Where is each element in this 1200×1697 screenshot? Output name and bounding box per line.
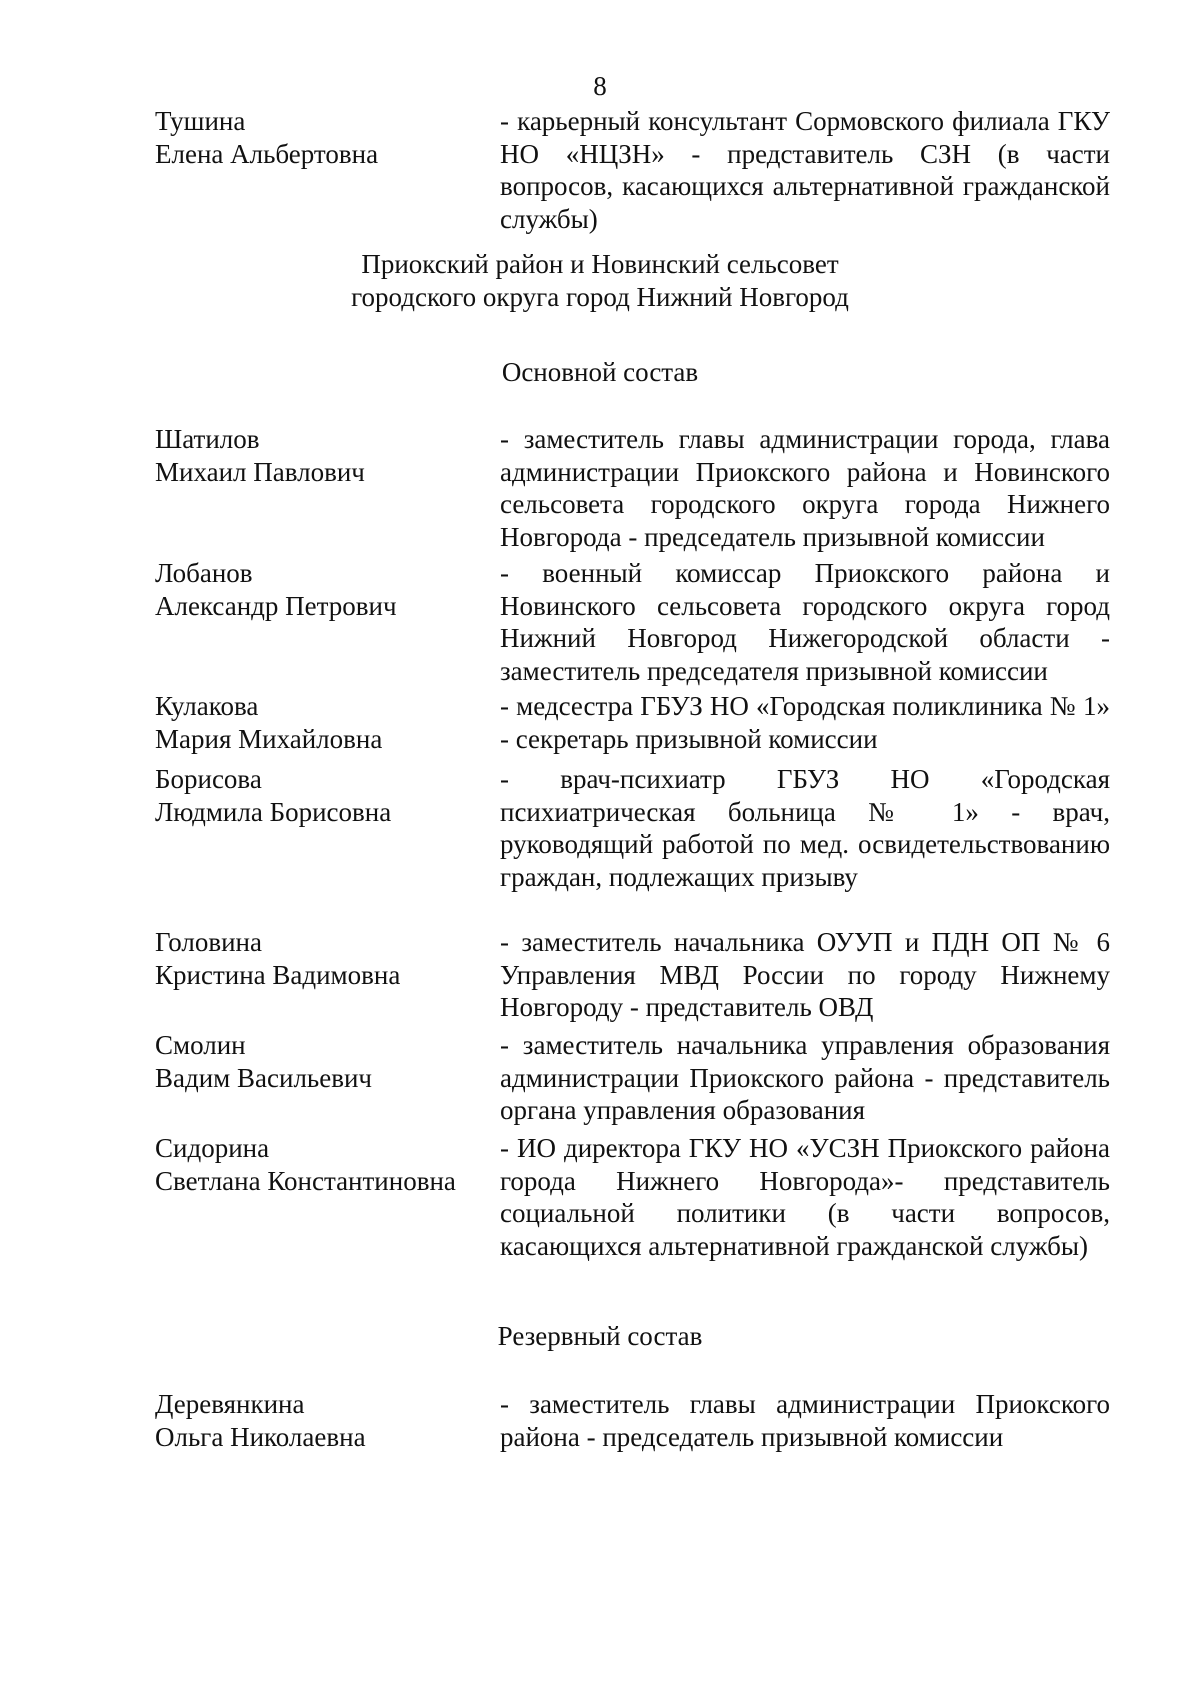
given-name: Александр Петрович bbox=[155, 590, 397, 621]
district-heading bbox=[0, 248, 1200, 313]
list-item bbox=[155, 1388, 1115, 1453]
main-entry-borisova bbox=[155, 763, 1115, 893]
main-entry-lobanov bbox=[155, 557, 1115, 687]
person-name bbox=[155, 690, 500, 755]
role-description: - медсестра ГБУЗ НО «Городская поликлиника № 1» - секретарь призывной комиссии bbox=[500, 691, 1110, 754]
given-name: Мария Михайловна bbox=[155, 723, 383, 754]
list-item bbox=[155, 1029, 1115, 1127]
person-name bbox=[155, 557, 500, 687]
list-item bbox=[155, 557, 1115, 687]
list-item bbox=[155, 690, 1115, 755]
given-name: Михаил Павлович bbox=[155, 456, 365, 487]
top-entries bbox=[155, 105, 1115, 235]
surname: Деревянкина bbox=[155, 1389, 305, 1419]
role-description: - заместитель начальника ОУУП и ПДН ОП № 6 Управления МВД России по городу Нижнему Новгороду - представитель ОВД bbox=[500, 927, 1110, 1022]
role-description: - военный комиссар Приокского района и Новинского сельсовета городского округа город Нижний Новгород Нижегородской области - заместитель председателя призывной комиссии bbox=[500, 558, 1110, 686]
given-name: Кристина Вадимовна bbox=[155, 959, 401, 990]
given-name: Вадим Васильевич bbox=[155, 1062, 372, 1093]
main-entry-kulakova bbox=[155, 690, 1115, 755]
given-name: Ольга Николаевна bbox=[155, 1421, 366, 1452]
surname: Лобанов bbox=[155, 558, 253, 588]
list-item bbox=[155, 105, 1115, 235]
main-section-title-text: Основной состав bbox=[501, 357, 699, 387]
surname: Тушина bbox=[155, 106, 246, 136]
main-entry-smolin bbox=[155, 1029, 1115, 1127]
surname: Шатилов bbox=[155, 424, 260, 454]
surname: Смолин bbox=[155, 1030, 246, 1060]
list-item bbox=[155, 926, 1115, 1024]
reserve-section-title bbox=[0, 1320, 1200, 1353]
person-name bbox=[155, 1132, 500, 1262]
surname: Кулакова bbox=[155, 691, 259, 721]
given-name: Елена Альбертовна bbox=[155, 138, 379, 169]
district-line-1: Приокский район и Новинский сельсовет bbox=[361, 249, 839, 279]
role-description: - карьерный консультант Сормовского филиала ГКУ НО «НЦЗН» - представитель СЗН (в части вопросов, касающихся альтернативной гражданской службы) bbox=[500, 106, 1110, 234]
main-entry-golovina bbox=[155, 926, 1115, 1024]
surname: Сидорина bbox=[155, 1133, 270, 1163]
person-name bbox=[155, 926, 500, 1024]
reserve-section-title-text: Резервный состав bbox=[497, 1321, 703, 1351]
role-description: - заместитель главы администрации Приокского района - председатель призывной комиссии bbox=[500, 1389, 1110, 1452]
person-name bbox=[155, 105, 500, 235]
main-section-title bbox=[0, 356, 1200, 389]
role-description: - врач-психиатр ГБУЗ НО «Городская психиатрическая больница № 1» - врач, руководящий работой по мед. освидетельствованию граждан, подлежащих призыву bbox=[500, 764, 1110, 892]
given-name: Светлана Константиновна bbox=[155, 1165, 456, 1196]
role-description: - заместитель главы администрации города, глава администрации Приокского района и Новинского сельсовета городского округа города Нижнего Новгорода - председатель призывной комиссии bbox=[500, 424, 1110, 552]
list-item bbox=[155, 763, 1115, 893]
person-name bbox=[155, 423, 500, 553]
list-item bbox=[155, 423, 1115, 553]
person-name bbox=[155, 1388, 500, 1453]
page-number: 8 bbox=[593, 71, 607, 101]
surname: Борисова bbox=[155, 764, 262, 794]
person-name bbox=[155, 763, 500, 893]
district-line-2: городского округа город Нижний Новгород bbox=[351, 281, 849, 312]
role-description: - ИО директора ГКУ НО «УСЗН Приокского района города Нижнего Новгорода»- представитель социальной политики (в части вопросов, касающихся альтернативной гражданской службы) bbox=[500, 1133, 1110, 1261]
list-item bbox=[155, 1132, 1115, 1262]
reserve-entry-derevyankina bbox=[155, 1388, 1115, 1453]
surname: Головина bbox=[155, 927, 262, 957]
given-name: Людмила Борисовна bbox=[155, 796, 392, 827]
main-entry-sidorina bbox=[155, 1132, 1115, 1262]
role-description: - заместитель начальника управления образования администрации Приокского района - представитель органа управления образования bbox=[500, 1030, 1110, 1125]
person-name bbox=[155, 1029, 500, 1127]
main-entry-shatilov bbox=[155, 423, 1115, 553]
